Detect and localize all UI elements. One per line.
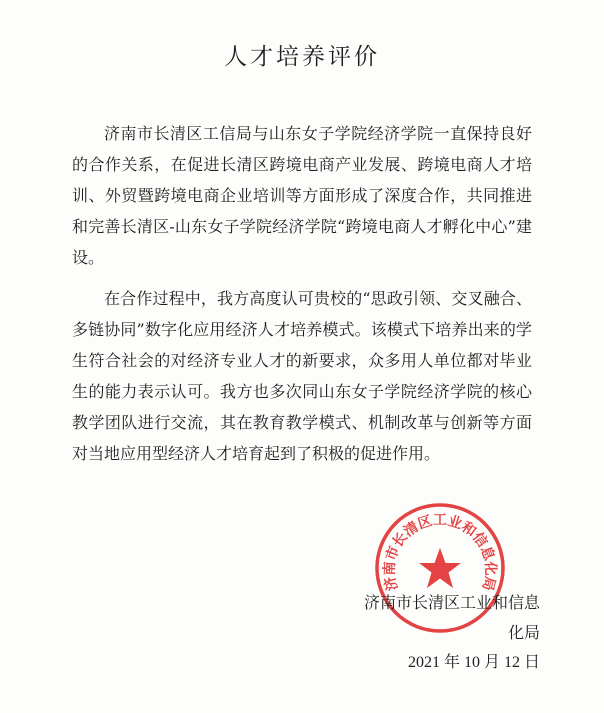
paragraph-2: 在合作过程中，我方高度认可贵校的“思政引领、交叉融合、多链协同”数字化应用经济人才培养模式。该模式下培养出来的学生符合社会的对经济专业人才的新要求，众多用人单位都对毕业生的能力表示认可。我方也多次同山东女子学院经济学院的核心教学团队进行交流，其在教育教学模式、机制改革与创新等方面对当地应用型经济人才培育起到了积极的促进作用。 <box>72 289 532 463</box>
seal-star-icon <box>419 548 461 588</box>
seal-text: 济南市长清区工业和信息化局 <box>381 512 499 593</box>
paragraph-1: 济南市长清区工信局与山东女子学院经济学院一直保持良好的合作关系，在促进长清区跨境电商产业发展、跨境电商人才培训、外贸暨跨境电商企业培训等方面形成了深度合作，共同推进和完善长清区-山东女子学院经济学院“跨境电商人才孵化中心”建设。 <box>72 124 532 267</box>
letter-body <box>72 118 532 479</box>
signature-block <box>350 588 540 678</box>
document-title: 人才培养评价 <box>224 44 380 70</box>
signature-date: 2021 年 10 月 12 日 <box>407 654 540 671</box>
signature-organization: 济南市长清区工业和信息化局 <box>363 593 540 642</box>
